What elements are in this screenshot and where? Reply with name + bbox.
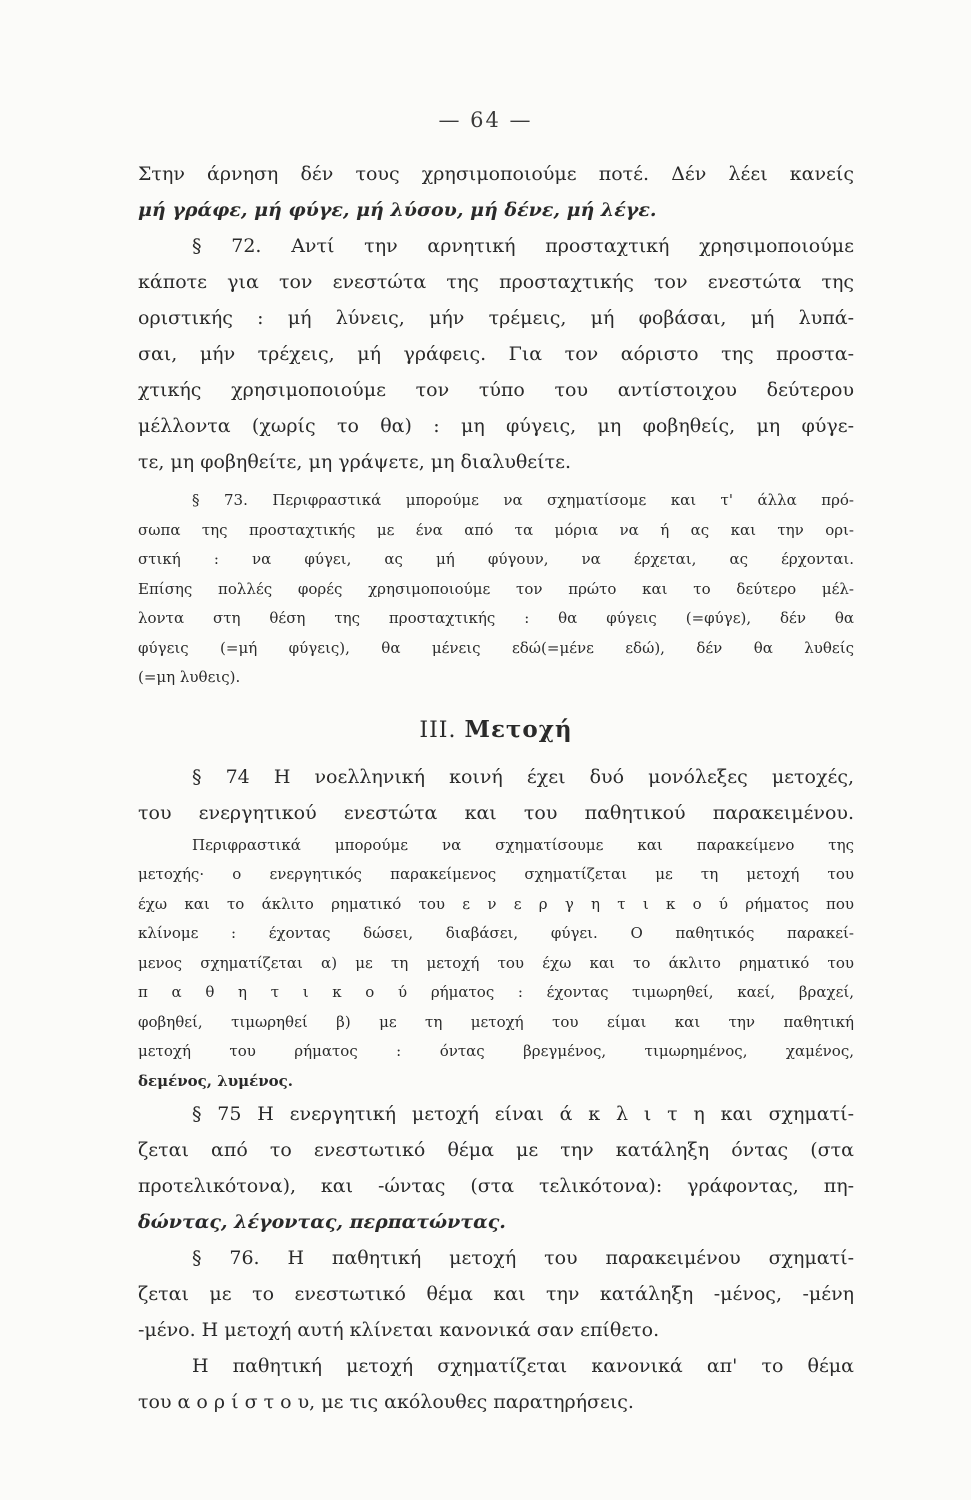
text-line: στική : να φύγει, ας μή φύγουν, να έρχεται, ας έρχονται. <box>138 550 854 568</box>
text-line: φοβηθεί, τιμωρηθεί β) με τη μετοχή του είμαι και την παθητική <box>138 1012 854 1031</box>
text-line: Περιφραστικά μπορούμε να σχηματίσουμε και παρακείμενο της <box>192 835 854 854</box>
text-line: χτικής χρησιμοποιούμε τον τύπο του αντίστοιχου δεύτερου <box>138 379 854 401</box>
section-75-start: § 75 Η ενεργητική μετοχή είναι ά κ λ ι τ η και σχηματί- <box>192 1103 854 1125</box>
section-72-block <box>138 156 854 480</box>
section-73-block <box>138 486 854 693</box>
text-line: κλίνομε : έχοντας δώσει, διαβάσει, φύγει. Ο παθητικός παρακεί- <box>138 924 854 942</box>
text-line: δεμένος, λυμένος. <box>138 1071 294 1090</box>
section-74-small-print <box>138 831 854 1097</box>
text-line: του ενεργητικού ενεστώτα και του παθητικού παρακειμένου. <box>138 801 854 824</box>
text-line: οριστικής : μή λύνεις, μήν τρέμεις, μή φοβάσαι, μή λυπά- <box>138 307 854 329</box>
text-line: έχω και το άκλιτο ρηματικό του ε ν ε ρ γ η τ ι κ ο ύ ρήματος που <box>138 894 854 913</box>
text-line: Επίσης πολλές φορές χρησιμοποιούμε τον πρώτο και το δεύτερο μέλ- <box>138 579 854 598</box>
text-line: μέλλοντα (χωρίς το θα) : μη φύγεις, μη φοβηθείς, μη φύγε- <box>138 415 854 437</box>
text-line: ζεται με το ενεστωτικό θέμα και την κατάληξη -μένος, -μένη <box>138 1283 854 1305</box>
text-line: Η παθητική μετοχή σχηματίζεται κανονικά απ' το θέμα <box>192 1355 854 1377</box>
section-74-block <box>138 759 854 831</box>
text-line: Στην άρνηση δέν τους χρησιμοποιούμε ποτέ. Δέν λέει κανείς <box>138 163 854 185</box>
text-line: λοντα στη θέση της προσταχτικής : θα φύγεις (=φύγε), δέν θα <box>138 609 854 627</box>
text-line: μενος σχηματίζεται α) με τη μετοχή του έχω και το άκλιτο ρηματικό του <box>138 953 854 972</box>
text-line: μετοχή του ρήματος : όντας βρεγμένος, τιμωρημένος, χαμένος, <box>138 1042 854 1060</box>
page-number: — 64 — <box>438 108 533 132</box>
text-line: π α θ η τ ι κ ο ύ ρήματος : έχοντας τιμωρηθεί, καεί, βραχεί, <box>138 983 854 1001</box>
text-line: (=μη λυθεις). <box>138 668 241 686</box>
text-line: του α ο ρ ί σ τ ο υ, με τις ακόλουθες παρατηρήσεις. <box>138 1391 634 1413</box>
text-line: τε, μη φοβηθείτε, μη γράψετε, μη διαλυθείτε. <box>138 451 571 473</box>
text-line: προτελικότονα), και -ώντας (στα τελικότονα): γράφοντας, πη- <box>138 1175 854 1197</box>
text-line: σαι, μήν τρέχεις, μή γράφεις. Για τον αόριστο της προστα- <box>138 343 854 365</box>
section-75-76-block <box>138 1096 854 1420</box>
section-72-start: § 72. Αντί την αρνητική προσταχτική χρησιμοποιούμε <box>192 235 854 257</box>
text-line: μή γράφε, μή φύγε, μή λύσου, μή δένε, μή λέγε. <box>138 199 657 221</box>
section-73-start: § 73. Περιφραστικά μπορούμε να σχηματίσομε και τ' άλλα πρό- <box>192 491 854 509</box>
text-line: μετοχής· ο ενεργητικός παρακείμενος σχηματίζεται με τη μετοχή του <box>138 865 854 883</box>
text-line: φύγεις (=μή φύγεις), θα μένεις εδώ(=μένε εδώ), δέν θα λυθείς <box>138 638 854 657</box>
section-74-start: § 74 Η νοελληνική κοινή έχει δυό μονόλεξες μετοχές, <box>192 765 854 788</box>
text-line: κάποτε για τον ενεστώτα της προσταχτικής τον ενεστώτα της <box>138 271 854 293</box>
section-76-start: § 76. Η παθητική μετοχή του παρακειμένου σχηματί- <box>192 1247 854 1269</box>
chapter-heading <box>138 701 854 759</box>
chapter-numeral: III. <box>419 717 457 743</box>
text-line: -μένο. Η μετοχή αυτή κλίνεται κανονικά σαν επίθετο. <box>138 1319 660 1341</box>
text-line: ζεται από το ενεστωτικό θέμα με την κατάληξη όντας (στα <box>138 1139 854 1161</box>
chapter-title: Μετοχή <box>464 715 573 743</box>
page-body <box>138 156 854 1420</box>
text-line: δώντας, λέγοντας, περπατώντας. <box>138 1211 506 1233</box>
text-line: σωπα της προσταχτικής με ένα από τα μόρια να ή ας και την ορι- <box>138 520 854 539</box>
